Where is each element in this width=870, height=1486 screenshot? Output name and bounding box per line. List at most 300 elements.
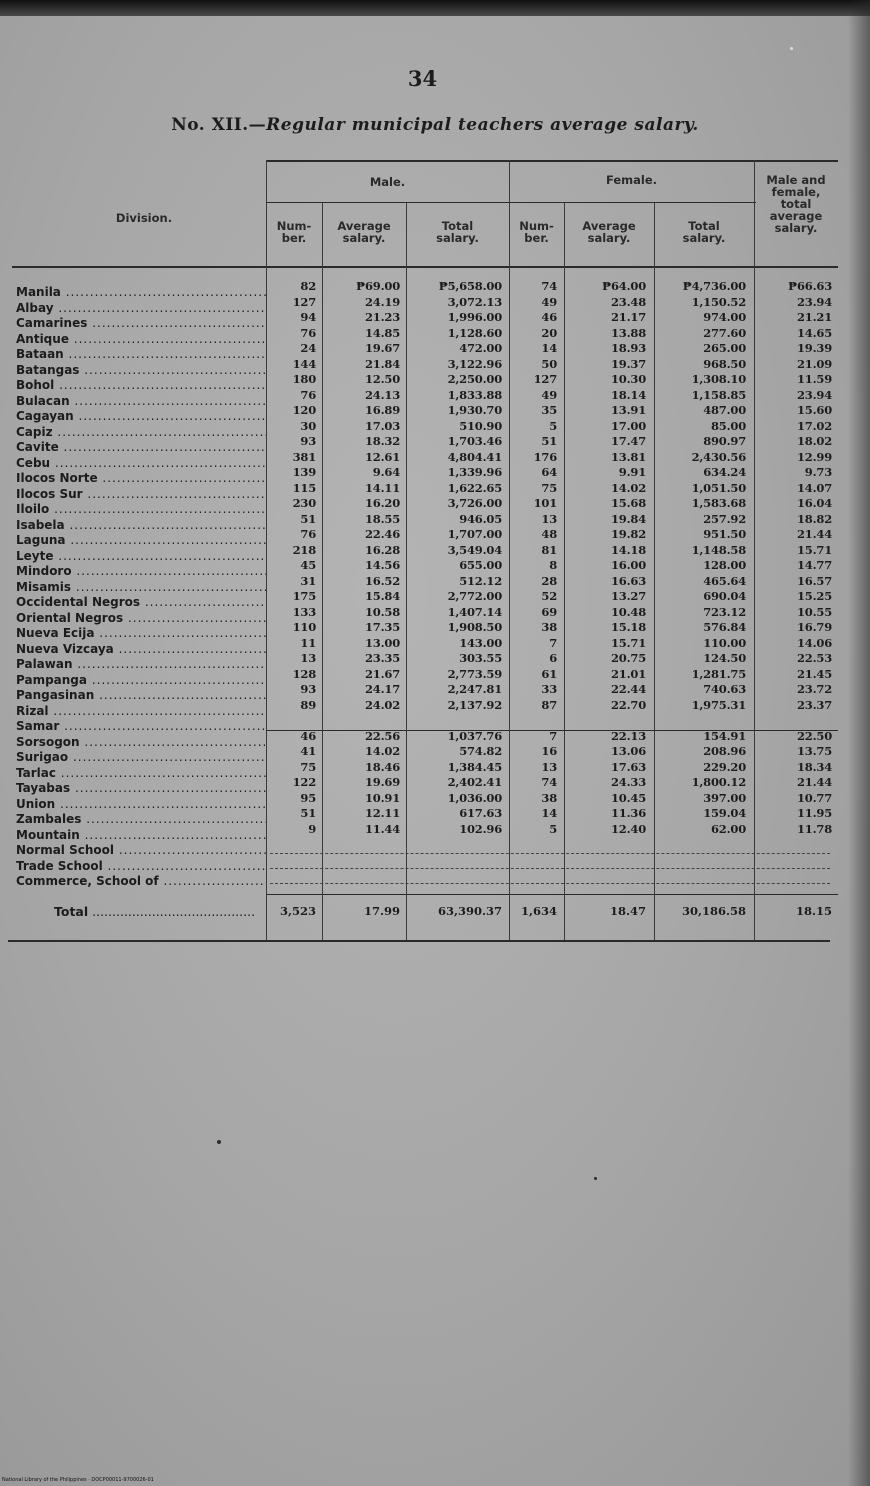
blank-row-rule-2 <box>270 868 830 870</box>
table-cell: 81 <box>541 542 557 557</box>
header-male-average: Average salary. <box>337 219 391 245</box>
table-cell: 110 <box>292 620 316 634</box>
table-cell: 139 <box>292 465 316 479</box>
table-cell <box>756 868 832 884</box>
table-cell: 61 <box>541 666 557 681</box>
table-cell: 23.48 <box>610 294 646 309</box>
column-male-average <box>322 279 400 884</box>
table-cell: 1,703.46 <box>447 434 502 448</box>
table-cell: 31 <box>300 573 316 588</box>
table-cell: 127 <box>292 294 316 309</box>
table-cell: 1,384.45 <box>447 759 502 774</box>
table-cell: 85.00 <box>710 418 746 433</box>
table-cell: 95 <box>300 790 316 805</box>
table-cell: 1,339.96 <box>447 465 502 479</box>
table-cell: 465.64 <box>703 573 746 588</box>
table-cell: 21.84 <box>364 356 400 371</box>
table-cell: 74 <box>541 279 557 293</box>
table-cell: 20.75 <box>610 651 646 665</box>
table-cell: 16.00 <box>610 558 646 572</box>
table-cell: 303.55 <box>459 651 502 665</box>
header-rule <box>12 266 838 268</box>
table-cell: 16.04 <box>796 496 832 510</box>
table-cell: 1,128.60 <box>447 325 502 340</box>
table-cell: 2,773.59 <box>447 666 502 681</box>
table-cell: 127 <box>533 372 557 386</box>
table-cell: 12.40 <box>610 821 646 836</box>
table-cell: 21.45 <box>796 666 832 681</box>
table-cell: 1,622.65 <box>447 480 502 495</box>
table-cell: 968.50 <box>703 356 746 371</box>
division-name: Cavite ..... <box>16 440 266 456</box>
table-cell: 9.64 <box>372 465 400 479</box>
division-name: Normal School ..... <box>16 843 266 859</box>
division-name: Iloilo ..... <box>16 502 266 518</box>
header-female-number: Num- ber. <box>519 219 554 245</box>
table-cell: 23.72 <box>796 682 832 696</box>
table-cell: 10.55 <box>796 604 832 619</box>
division-name: Commerce, School of ..... <box>16 874 266 890</box>
table-cell: 16.63 <box>610 573 646 588</box>
division-name: Laguna ..... <box>16 533 266 549</box>
table-cell: 30 <box>300 418 316 433</box>
table-cell: 75 <box>300 759 316 774</box>
table-cell <box>322 868 400 884</box>
division-name: Ilocos Norte ..... <box>16 471 266 487</box>
paper-speck <box>790 47 793 50</box>
table-cell: 19.82 <box>610 527 646 541</box>
table-cell: 15.71 <box>796 542 832 557</box>
table-cell: 128 <box>292 666 316 681</box>
table-cell <box>266 868 316 884</box>
table-cell: 9 <box>308 821 316 836</box>
table-cell: 24 <box>300 341 316 355</box>
table-cell: ₱4,736.00 <box>682 279 746 293</box>
table-cell: 94 <box>300 310 316 324</box>
table-cell: 18.14 <box>610 387 646 402</box>
table-cell: 723.12 <box>703 604 746 619</box>
table-cell: 38 <box>541 620 557 634</box>
table-cell: 1,975.31 <box>691 697 746 712</box>
table-cell: 69 <box>541 604 557 619</box>
table-cell: 16 <box>541 744 557 758</box>
table-cell: 18.82 <box>796 511 832 526</box>
table-cell: 14 <box>541 341 557 355</box>
division-name: Camarines ..... <box>16 316 266 332</box>
table-cell: 14.65 <box>796 325 832 340</box>
division-name: Rizal ..... <box>16 704 266 720</box>
table-cell: 22.44 <box>610 682 646 696</box>
table-cell: 22.50 <box>796 728 832 743</box>
table-cell: 1,908.50 <box>447 620 502 634</box>
table-cell: 13 <box>300 651 316 665</box>
table-cell: 101 <box>533 496 557 510</box>
table-cell: 46 <box>541 310 557 324</box>
table-cell: 9.73 <box>804 465 832 479</box>
table-title-rest: Regular municipal teachers average salary. <box>266 115 699 135</box>
table-cell: 21.23 <box>364 310 400 324</box>
table-cell: 2,247.81 <box>447 682 502 696</box>
blank-row-rule-3 <box>270 883 830 885</box>
table-cell: 21.01 <box>610 666 646 681</box>
table-cell: 16.28 <box>364 542 400 557</box>
total-male-number: 3,523 <box>279 904 316 918</box>
division-name: Trade School ..... <box>16 859 266 875</box>
table-cell: 574.82 <box>459 744 502 758</box>
table-cell: 208.96 <box>703 744 746 758</box>
table-cell: 76 <box>300 527 316 541</box>
table-cell <box>322 713 400 729</box>
table-cell: 576.84 <box>703 620 746 634</box>
table-cell: 14.18 <box>610 542 646 557</box>
division-name: Ilocos Sur ..... <box>16 487 266 503</box>
table-cell: 13.91 <box>610 403 646 417</box>
table-cell: ₱69.00 <box>356 279 400 293</box>
table-cell: 20 <box>541 325 557 340</box>
table-cell: 617.63 <box>459 806 502 820</box>
table-cell: 23.37 <box>796 697 832 712</box>
division-name: Cebu ..... <box>16 456 266 472</box>
table-title <box>0 115 870 135</box>
scan-right-shadow <box>848 0 870 1486</box>
table-cell: 24.33 <box>610 775 646 789</box>
table-cell: 16.20 <box>364 496 400 510</box>
table-cell: 18.34 <box>796 759 832 774</box>
table-cell: 33 <box>541 682 557 696</box>
table-cell: 22.46 <box>364 527 400 541</box>
table-cell: 19.69 <box>364 775 400 789</box>
table-cell: 144 <box>292 356 316 371</box>
division-name: Antique ..... <box>16 332 266 348</box>
table-cell: 11.95 <box>796 806 832 820</box>
table-cell: 13.88 <box>610 325 646 340</box>
vrule-7 <box>754 160 755 940</box>
table-cell <box>322 837 400 853</box>
total-top-rule <box>266 894 838 895</box>
table-cell: 512.12 <box>459 573 502 588</box>
table-cell: 110.00 <box>703 635 746 650</box>
table-cell: 52 <box>541 589 557 603</box>
table-cell: 3,122.96 <box>447 356 502 371</box>
table-cell: 1,308.10 <box>691 372 746 386</box>
header-female: Female. <box>605 173 658 187</box>
table-cell: 12.50 <box>364 372 400 386</box>
column-female-total <box>654 279 746 884</box>
table-cell: 14.11 <box>364 480 400 495</box>
table-cell: 18.02 <box>796 434 832 448</box>
table-cell: 35 <box>541 403 557 417</box>
table-cell: 74 <box>541 775 557 789</box>
table-cell: 1,707.00 <box>447 527 502 541</box>
table-cell: 45 <box>300 558 316 572</box>
paper-speck <box>594 1177 597 1180</box>
table-cell: 1,158.85 <box>691 387 746 402</box>
column-both-average <box>756 279 832 884</box>
division-name: Misamis ..... <box>16 580 266 596</box>
table-cell: 175 <box>292 589 316 603</box>
table-cell: 21.67 <box>364 666 400 681</box>
division-name: Mindoro ..... <box>16 564 266 580</box>
total-female-average: 18.47 <box>609 904 646 918</box>
table-cell: 180 <box>292 372 316 386</box>
table-cell: 11.59 <box>796 372 832 386</box>
table-cell: 11 <box>300 635 316 650</box>
table-cell: 10.91 <box>364 790 400 805</box>
table-cell: 14.07 <box>796 480 832 495</box>
table-cell: 23.94 <box>796 294 832 309</box>
header-male-number: Num- ber. <box>276 219 312 245</box>
table-cell: 14.85 <box>364 325 400 340</box>
table-cell: 13.06 <box>610 744 646 758</box>
table-cell <box>756 837 832 853</box>
division-name: Bataan ..... <box>16 347 266 363</box>
table-cell: 18.32 <box>364 434 400 448</box>
table-cell: 510.90 <box>459 418 502 433</box>
table-cell: 48 <box>541 527 557 541</box>
table-cell: 1,407.14 <box>447 604 502 619</box>
division-name: Bohol ..... <box>16 378 266 394</box>
table-cell: 3,072.13 <box>447 294 502 309</box>
table-cell: 21.44 <box>796 775 832 789</box>
table-cell: 13.00 <box>364 635 400 650</box>
table-cell: 24.02 <box>364 697 400 712</box>
table-cell: 49 <box>541 294 557 309</box>
table-cell: 2,430.56 <box>691 449 746 464</box>
table-cell: 13 <box>541 759 557 774</box>
table-cell: 51 <box>300 806 316 820</box>
division-name: Manila ..... <box>16 285 266 301</box>
table-cell: 740.63 <box>703 682 746 696</box>
table-cell: 1,281.75 <box>691 666 746 681</box>
table-cell: 18.55 <box>364 511 400 526</box>
table-cell: 154.91 <box>703 728 746 743</box>
table-cell: 1,036.00 <box>447 790 502 805</box>
table-cell: 2,137.92 <box>447 697 502 712</box>
division-name: Mountain ..... <box>16 828 266 844</box>
division-name: Bulacan ..... <box>16 394 266 410</box>
table-cell: 1,148.58 <box>691 542 746 557</box>
table-cell: 64 <box>541 465 557 479</box>
table-cell: 17.02 <box>796 418 832 433</box>
table-cell: 16.57 <box>796 573 832 588</box>
table-cell: 1,833.88 <box>447 387 502 402</box>
table-cell <box>266 713 316 729</box>
table-cell: 890.97 <box>703 434 746 448</box>
header-female-average: Average salary. <box>582 219 636 245</box>
table-cell: 10.45 <box>610 790 646 805</box>
table-cell: 12.11 <box>364 806 400 820</box>
table-cell: 15.60 <box>796 403 832 417</box>
division-name: Zambales ..... <box>16 812 266 828</box>
table-cell: 14.56 <box>364 558 400 572</box>
table-cell: 28 <box>541 573 557 588</box>
table-title-lead: No. XII.— <box>171 115 267 135</box>
table-cell: 51 <box>541 434 557 448</box>
table-cell: 690.04 <box>703 589 746 603</box>
table-cell: 9.91 <box>618 465 646 479</box>
total-both-average: 18.15 <box>795 904 832 918</box>
table-cell: 19.84 <box>610 511 646 526</box>
group-rule <box>266 202 756 203</box>
table-cell: 14.06 <box>796 635 832 650</box>
table-cell <box>266 837 316 853</box>
column-male-total <box>406 279 502 884</box>
table-cell: 93 <box>300 682 316 696</box>
table-cell: 14.77 <box>796 558 832 572</box>
division-name: Pangasinan ..... <box>16 688 266 704</box>
table-cell: 133 <box>292 604 316 619</box>
table-cell: 19.67 <box>364 341 400 355</box>
total-male-average: 17.99 <box>363 904 400 918</box>
table-cell: 218 <box>292 542 316 557</box>
division-name: Tarlac ..... <box>16 766 266 782</box>
division-name: Pampanga ..... <box>16 673 266 689</box>
table-cell: 14.02 <box>610 480 646 495</box>
table-cell: 23.35 <box>364 651 400 665</box>
table-cell: 16.79 <box>796 620 832 634</box>
table-cell: 7 <box>549 635 557 650</box>
division-name: Occidental Negros ..... <box>16 595 266 611</box>
table-cell: 946.05 <box>459 511 502 526</box>
table-cell: 15.25 <box>796 589 832 603</box>
archive-footer: National Library of the Philippines · DOCP00011-9700026-01 <box>2 1477 154 1483</box>
table-cell: 15.71 <box>610 635 646 650</box>
division-name: Nueva Vizcaya ..... <box>16 642 266 658</box>
paper-speck <box>217 1140 221 1144</box>
table-cell: 397.00 <box>703 790 746 805</box>
table-cell: 76 <box>300 325 316 340</box>
table-cell: 46 <box>300 728 316 743</box>
table-cell: 75 <box>541 480 557 495</box>
table-cell: 17.47 <box>610 434 646 448</box>
table-cell: 3,549.04 <box>447 542 502 557</box>
table-cell: 1,583.68 <box>691 496 746 510</box>
table-cell: 1,051.50 <box>691 480 746 495</box>
table-cell: 2,772.00 <box>447 589 502 603</box>
salary-table <box>4 160 840 946</box>
table-cell: 3,726.00 <box>447 496 502 510</box>
table-cell: 10.48 <box>610 604 646 619</box>
table-cell: 50 <box>541 356 557 371</box>
table-cell: 22.13 <box>610 728 646 743</box>
header-both: Male and female, total average salary. <box>766 173 826 235</box>
division-name: Union ..... <box>16 797 266 813</box>
division-name: Sorsogon ..... <box>16 735 266 751</box>
table-cell: 18.46 <box>364 759 400 774</box>
division-names <box>16 285 266 890</box>
division-name: Tayabas ..... <box>16 781 266 797</box>
table-cell: 38 <box>541 790 557 805</box>
table-cell: 1,996.00 <box>447 310 502 324</box>
table-cell: 17.63 <box>610 759 646 774</box>
table-cell: 381 <box>292 449 316 464</box>
table-cell <box>564 868 646 884</box>
table-cell: 11.44 <box>364 821 400 836</box>
table-cell: 13.75 <box>796 744 832 758</box>
table-cell: 16.89 <box>364 403 400 417</box>
division-name: Batangas ..... <box>16 363 266 379</box>
table-cell: ₱64.00 <box>602 279 646 293</box>
table-cell <box>509 837 557 853</box>
table-cell: 10.77 <box>796 790 832 805</box>
page-number: 34 <box>407 66 438 91</box>
table-cell: 229.20 <box>703 759 746 774</box>
table-cell: 24.13 <box>364 387 400 402</box>
table-cell: 2,402.41 <box>447 775 502 789</box>
header-male: Male. <box>369 175 406 189</box>
table-cell: 17.35 <box>364 620 400 634</box>
table-cell: 93 <box>300 434 316 448</box>
table-cell: 13.81 <box>610 449 646 464</box>
table-cell: 24.17 <box>364 682 400 696</box>
column-female-number <box>509 279 557 884</box>
table-cell <box>654 713 746 729</box>
table-cell: 21.17 <box>610 310 646 324</box>
table-cell: ₱66.63 <box>788 279 832 293</box>
division-name: Oriental Negros ..... <box>16 611 266 627</box>
table-cell: 230 <box>292 496 316 510</box>
table-cell: 76 <box>300 387 316 402</box>
table-cell: 115 <box>292 480 316 495</box>
division-name: Samar ..... <box>16 719 266 735</box>
table-cell: 16.52 <box>364 573 400 588</box>
division-name: Leyte ..... <box>16 549 266 565</box>
table-cell <box>756 713 832 729</box>
total-label: Total ..... <box>54 904 264 919</box>
table-cell: 82 <box>300 279 316 293</box>
table-cell <box>654 837 746 853</box>
table-cell: 143.00 <box>459 635 502 650</box>
division-name: Isabela ..... <box>16 518 266 534</box>
table-cell: 5 <box>549 821 557 836</box>
table-cell <box>564 837 646 853</box>
table-cell: 15.18 <box>610 620 646 634</box>
table-cell <box>406 868 502 884</box>
table-cell: 21.44 <box>796 527 832 541</box>
table-cell: 13 <box>541 511 557 526</box>
table-cell: 22.70 <box>610 697 646 712</box>
table-cell: 19.37 <box>610 356 646 371</box>
table-cell: 10.58 <box>364 604 400 619</box>
table-cell: 277.60 <box>703 325 746 340</box>
table-cell: 1,037.76 <box>447 728 502 743</box>
table-cell: 655.00 <box>459 558 502 572</box>
table-cell: 951.50 <box>703 527 746 541</box>
table-cell: 8 <box>549 558 557 572</box>
table-cell: 5 <box>549 418 557 433</box>
table-cell: 257.92 <box>703 511 746 526</box>
table-cell: 159.04 <box>703 806 746 820</box>
header-female-total: Total salary. <box>682 219 726 245</box>
division-name: Palawan ..... <box>16 657 266 673</box>
table-cell: 24.19 <box>364 294 400 309</box>
table-cell: 13.27 <box>610 589 646 603</box>
table-cell: 265.00 <box>703 341 746 355</box>
table-cell: 11.78 <box>796 821 832 836</box>
division-name: Albay ..... <box>16 301 266 317</box>
table-cell <box>406 837 502 853</box>
bottom-rule <box>8 940 830 942</box>
table-cell: 1,930.70 <box>447 403 502 417</box>
table-cell: ₱5,658.00 <box>438 279 502 293</box>
table-cell <box>509 713 557 729</box>
table-cell: 17.00 <box>610 418 646 433</box>
table-cell: 122 <box>292 775 316 789</box>
column-male-number <box>266 279 316 884</box>
table-cell: 14 <box>541 806 557 820</box>
table-cell: 51 <box>300 511 316 526</box>
table-cell: 87 <box>541 697 557 712</box>
